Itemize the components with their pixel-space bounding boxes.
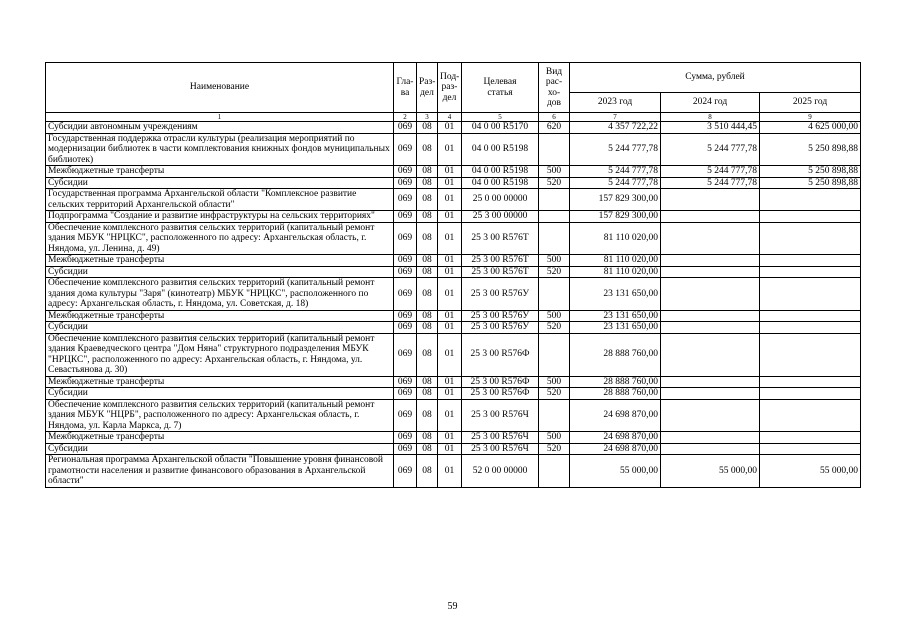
cell-sum-2023: 55 000,00 <box>570 455 661 488</box>
cell-sum-2023: 157 829 300,00 <box>570 189 661 211</box>
cell-target: 04 0 00 R5198 <box>462 166 539 178</box>
cell-sum-2024 <box>661 388 760 400</box>
table-row <box>46 376 861 388</box>
cell-chapter: 069 <box>394 122 417 134</box>
cell-name: Межбюджетные трансферты <box>46 166 394 178</box>
cell-section: 08 <box>417 122 438 134</box>
cell-sum-2025 <box>760 399 861 432</box>
cell-section: 08 <box>417 177 438 189</box>
header-year-2023: 2023 год <box>570 93 661 113</box>
table-row <box>46 388 861 400</box>
cell-sum-2025 <box>760 222 861 255</box>
cell-chapter: 069 <box>394 333 417 376</box>
cell-subsection: 01 <box>438 255 462 267</box>
table-row <box>46 455 861 488</box>
cell-section: 08 <box>417 189 438 211</box>
cell-section: 08 <box>417 133 438 166</box>
cell-sum-2025 <box>760 322 861 334</box>
cell-target: 25 3 00 R576Ч <box>462 399 539 432</box>
column-index: 1 <box>46 113 394 122</box>
cell-subsection: 01 <box>438 388 462 400</box>
column-index: 5 <box>462 113 539 122</box>
table-row <box>46 177 861 189</box>
cell-sum-2023: 81 110 020,00 <box>570 255 661 267</box>
cell-expense-type: 520 <box>539 388 570 400</box>
cell-section: 08 <box>417 310 438 322</box>
cell-expense-type: 520 <box>539 322 570 334</box>
cell-sum-2025 <box>760 189 861 211</box>
header-sum: Сумма, рублей <box>570 63 861 93</box>
cell-subsection: 01 <box>438 443 462 455</box>
cell-chapter: 069 <box>394 211 417 223</box>
cell-section: 08 <box>417 455 438 488</box>
cell-sum-2024 <box>661 333 760 376</box>
cell-chapter: 069 <box>394 310 417 322</box>
cell-sum-2025: 4 625 000,00 <box>760 122 861 134</box>
cell-sum-2023: 24 698 870,00 <box>570 443 661 455</box>
table-row <box>46 310 861 322</box>
cell-expense-type: 500 <box>539 166 570 178</box>
cell-section: 08 <box>417 266 438 278</box>
cell-section: 08 <box>417 388 438 400</box>
cell-name: Субсидии <box>46 266 394 278</box>
column-index: 7 <box>570 113 661 122</box>
cell-target: 25 0 00 00000 <box>462 189 539 211</box>
cell-sum-2023: 24 698 870,00 <box>570 399 661 432</box>
cell-name: Обеспечение комплексного развития сельских территорий (капитальный ремонт здания МБУК "НРЦКС", расположенного по адресу: Архангельская область, г. Няндома, ул. Ленина, д. 49) <box>46 222 394 255</box>
cell-sum-2025 <box>760 310 861 322</box>
cell-chapter: 069 <box>394 177 417 189</box>
cell-sum-2024 <box>661 399 760 432</box>
cell-sum-2024: 5 244 777,78 <box>661 166 760 178</box>
table-row <box>46 133 861 166</box>
cell-chapter: 069 <box>394 133 417 166</box>
cell-subsection: 01 <box>438 399 462 432</box>
cell-sum-2023: 28 888 760,00 <box>570 333 661 376</box>
cell-chapter: 069 <box>394 322 417 334</box>
cell-section: 08 <box>417 255 438 267</box>
cell-sum-2023: 28 888 760,00 <box>570 388 661 400</box>
cell-sum-2023: 4 357 722,22 <box>570 122 661 134</box>
cell-target: 52 0 00 00000 <box>462 455 539 488</box>
cell-name: Подпрограмма "Создание и развитие инфраструктуры на сельских территориях" <box>46 211 394 223</box>
cell-sum-2023: 81 110 020,00 <box>570 266 661 278</box>
cell-target: 25 3 00 R576Ч <box>462 443 539 455</box>
table-row <box>46 432 861 444</box>
table-row <box>46 211 861 223</box>
cell-expense-type: 500 <box>539 255 570 267</box>
table-row <box>46 322 861 334</box>
cell-expense-type <box>539 189 570 211</box>
cell-chapter: 069 <box>394 189 417 211</box>
cell-sum-2023: 81 110 020,00 <box>570 222 661 255</box>
cell-expense-type: 520 <box>539 266 570 278</box>
column-index: 2 <box>394 113 417 122</box>
cell-expense-type: 520 <box>539 177 570 189</box>
cell-sum-2025 <box>760 266 861 278</box>
cell-expense-type: 500 <box>539 310 570 322</box>
column-index-row <box>46 113 861 122</box>
cell-name: Обеспечение комплексного развития сельских территорий (капитальный ремонт здания дома культуры "Заря" (кинотеатр) МБУК "НРЦКС", расположенного по адресу: Архангельская область, г. Няндома, ул. Советская, д. 18) <box>46 278 394 311</box>
cell-name: Субсидии <box>46 443 394 455</box>
cell-sum-2023: 28 888 760,00 <box>570 376 661 388</box>
page-number: 59 <box>447 601 458 612</box>
cell-target: 25 3 00 R576Т <box>462 266 539 278</box>
cell-name: Субсидии <box>46 177 394 189</box>
table-header <box>46 63 861 113</box>
cell-subsection: 01 <box>438 432 462 444</box>
cell-name: Межбюджетные трансферты <box>46 376 394 388</box>
cell-chapter: 069 <box>394 266 417 278</box>
header-subsection: Под- раз- дел <box>438 63 462 113</box>
cell-sum-2023: 23 131 650,00 <box>570 310 661 322</box>
cell-chapter: 069 <box>394 278 417 311</box>
cell-sum-2023: 24 698 870,00 <box>570 432 661 444</box>
cell-expense-type <box>539 278 570 311</box>
cell-sum-2024 <box>661 266 760 278</box>
cell-subsection: 01 <box>438 189 462 211</box>
cell-sum-2023: 5 244 777,78 <box>570 133 661 166</box>
cell-target: 25 3 00 R576Ф <box>462 388 539 400</box>
cell-name: Обеспечение комплексного развития сельских территорий (капитальный ремонт здания МБУК "НЦРБ", расположенного по адресу: Архангельская область, г. Няндома, ул. Карла Маркса, д. 7) <box>46 399 394 432</box>
cell-target: 25 3 00 R576Ф <box>462 333 539 376</box>
cell-sum-2025 <box>760 388 861 400</box>
cell-expense-type: 520 <box>539 443 570 455</box>
cell-expense-type: 500 <box>539 432 570 444</box>
cell-sum-2024 <box>661 322 760 334</box>
column-index: 8 <box>661 113 760 122</box>
cell-name: Межбюджетные трансферты <box>46 255 394 267</box>
table-row <box>46 166 861 178</box>
cell-target: 25 3 00 R576Т <box>462 255 539 267</box>
cell-subsection: 01 <box>438 133 462 166</box>
cell-section: 08 <box>417 443 438 455</box>
cell-expense-type <box>539 333 570 376</box>
cell-target: 25 3 00 R576Т <box>462 222 539 255</box>
cell-sum-2025 <box>760 211 861 223</box>
cell-chapter: 069 <box>394 388 417 400</box>
cell-name: Субсидии <box>46 388 394 400</box>
cell-target: 25 3 00 R576У <box>462 278 539 311</box>
cell-sum-2023: 5 244 777,78 <box>570 166 661 178</box>
cell-target: 25 3 00 R576У <box>462 310 539 322</box>
cell-target: 25 3 00 R576Ч <box>462 432 539 444</box>
cell-sum-2025 <box>760 376 861 388</box>
cell-section: 08 <box>417 399 438 432</box>
cell-sum-2025: 5 250 898,88 <box>760 133 861 166</box>
cell-sum-2024 <box>661 432 760 444</box>
column-index: 9 <box>760 113 861 122</box>
header-expense-type: Вид рас- хо- дов <box>539 63 570 113</box>
table-row <box>46 255 861 267</box>
cell-sum-2024 <box>661 443 760 455</box>
cell-subsection: 01 <box>438 211 462 223</box>
cell-section: 08 <box>417 376 438 388</box>
table-row <box>46 399 861 432</box>
cell-chapter: 069 <box>394 376 417 388</box>
cell-sum-2023: 157 829 300,00 <box>570 211 661 223</box>
cell-sum-2024: 3 510 444,45 <box>661 122 760 134</box>
cell-expense-type <box>539 133 570 166</box>
header-year-2024: 2024 год <box>661 93 760 113</box>
cell-subsection: 01 <box>438 266 462 278</box>
cell-sum-2023: 5 244 777,78 <box>570 177 661 189</box>
cell-sum-2025 <box>760 255 861 267</box>
cell-subsection: 01 <box>438 222 462 255</box>
cell-sum-2024 <box>661 255 760 267</box>
cell-subsection: 01 <box>438 322 462 334</box>
cell-chapter: 069 <box>394 455 417 488</box>
header-year-2025: 2025 год <box>760 93 861 113</box>
table-row <box>46 443 861 455</box>
cell-sum-2025: 5 250 898,88 <box>760 177 861 189</box>
cell-target: 25 3 00 00000 <box>462 211 539 223</box>
header-chapter: Гла- ва <box>394 63 417 113</box>
cell-sum-2024 <box>661 211 760 223</box>
cell-expense-type: 500 <box>539 376 570 388</box>
cell-sum-2025 <box>760 333 861 376</box>
table-row <box>46 122 861 134</box>
cell-subsection: 01 <box>438 333 462 376</box>
budget-table <box>45 62 861 488</box>
cell-sum-2024: 5 244 777,78 <box>661 133 760 166</box>
cell-section: 08 <box>417 211 438 223</box>
cell-subsection: 01 <box>438 166 462 178</box>
cell-sum-2024 <box>661 376 760 388</box>
cell-chapter: 069 <box>394 443 417 455</box>
column-index: 4 <box>438 113 462 122</box>
cell-chapter: 069 <box>394 399 417 432</box>
cell-name: Региональная программа Архангельской области "Повышение уровня финансовой грамотности населения и развитие финансового образования в Архангельской области" <box>46 455 394 488</box>
cell-sum-2023: 23 131 650,00 <box>570 322 661 334</box>
table-row <box>46 222 861 255</box>
cell-sum-2024: 5 244 777,78 <box>661 177 760 189</box>
cell-sum-2025: 5 250 898,88 <box>760 166 861 178</box>
cell-target: 25 3 00 R576Ф <box>462 376 539 388</box>
cell-expense-type <box>539 211 570 223</box>
cell-sum-2025 <box>760 278 861 311</box>
cell-name: Государственная поддержка отрасли культуры (реализация мероприятий по модернизации библиотек в части комплектования книжных фондов муниципальных библиотек) <box>46 133 394 166</box>
table-body <box>46 113 861 488</box>
cell-expense-type <box>539 399 570 432</box>
table-row <box>46 266 861 278</box>
cell-sum-2025 <box>760 443 861 455</box>
cell-target: 04 0 00 R5198 <box>462 133 539 166</box>
cell-name: Межбюджетные трансферты <box>46 432 394 444</box>
cell-sum-2025: 55 000,00 <box>760 455 861 488</box>
cell-expense-type <box>539 222 570 255</box>
cell-chapter: 069 <box>394 166 417 178</box>
header-section: Раз- дел <box>417 63 438 113</box>
cell-subsection: 01 <box>438 278 462 311</box>
cell-section: 08 <box>417 278 438 311</box>
cell-sum-2025 <box>760 432 861 444</box>
cell-name: Субсидии <box>46 322 394 334</box>
header-name: Наименование <box>46 63 394 113</box>
cell-expense-type <box>539 455 570 488</box>
cell-section: 08 <box>417 432 438 444</box>
cell-sum-2024 <box>661 278 760 311</box>
cell-subsection: 01 <box>438 455 462 488</box>
cell-sum-2024: 55 000,00 <box>661 455 760 488</box>
cell-target: 25 3 00 R576У <box>462 322 539 334</box>
cell-subsection: 01 <box>438 376 462 388</box>
cell-name: Обеспечение комплексного развития сельских территорий (капитальный ремонт здания Краеведческого центра "Дом Няна" структурного подразделения МБУК "НРЦКС", расположенного по адресу: Архангельская область, г. Няндома, ул. Севастьянова д. 30) <box>46 333 394 376</box>
cell-expense-type: 620 <box>539 122 570 134</box>
table-row <box>46 333 861 376</box>
cell-target: 04 0 00 R5198 <box>462 177 539 189</box>
cell-section: 08 <box>417 333 438 376</box>
cell-subsection: 01 <box>438 177 462 189</box>
column-index: 6 <box>539 113 570 122</box>
cell-chapter: 069 <box>394 432 417 444</box>
cell-sum-2024 <box>661 189 760 211</box>
cell-name: Субсидии автономным учреждениям <box>46 122 394 134</box>
cell-chapter: 069 <box>394 222 417 255</box>
cell-name: Государственная программа Архангельской области "Комплексное развитие сельских территорий Архангельской области" <box>46 189 394 211</box>
cell-sum-2024 <box>661 310 760 322</box>
cell-name: Межбюджетные трансферты <box>46 310 394 322</box>
table-row <box>46 278 861 311</box>
cell-section: 08 <box>417 222 438 255</box>
cell-chapter: 069 <box>394 255 417 267</box>
cell-target: 04 0 00 R5170 <box>462 122 539 134</box>
cell-subsection: 01 <box>438 122 462 134</box>
cell-section: 08 <box>417 166 438 178</box>
column-index: 3 <box>417 113 438 122</box>
cell-subsection: 01 <box>438 310 462 322</box>
header-target: Целевая статья <box>462 63 539 113</box>
table-row <box>46 189 861 211</box>
cell-sum-2023: 23 131 650,00 <box>570 278 661 311</box>
cell-section: 08 <box>417 322 438 334</box>
cell-sum-2024 <box>661 222 760 255</box>
